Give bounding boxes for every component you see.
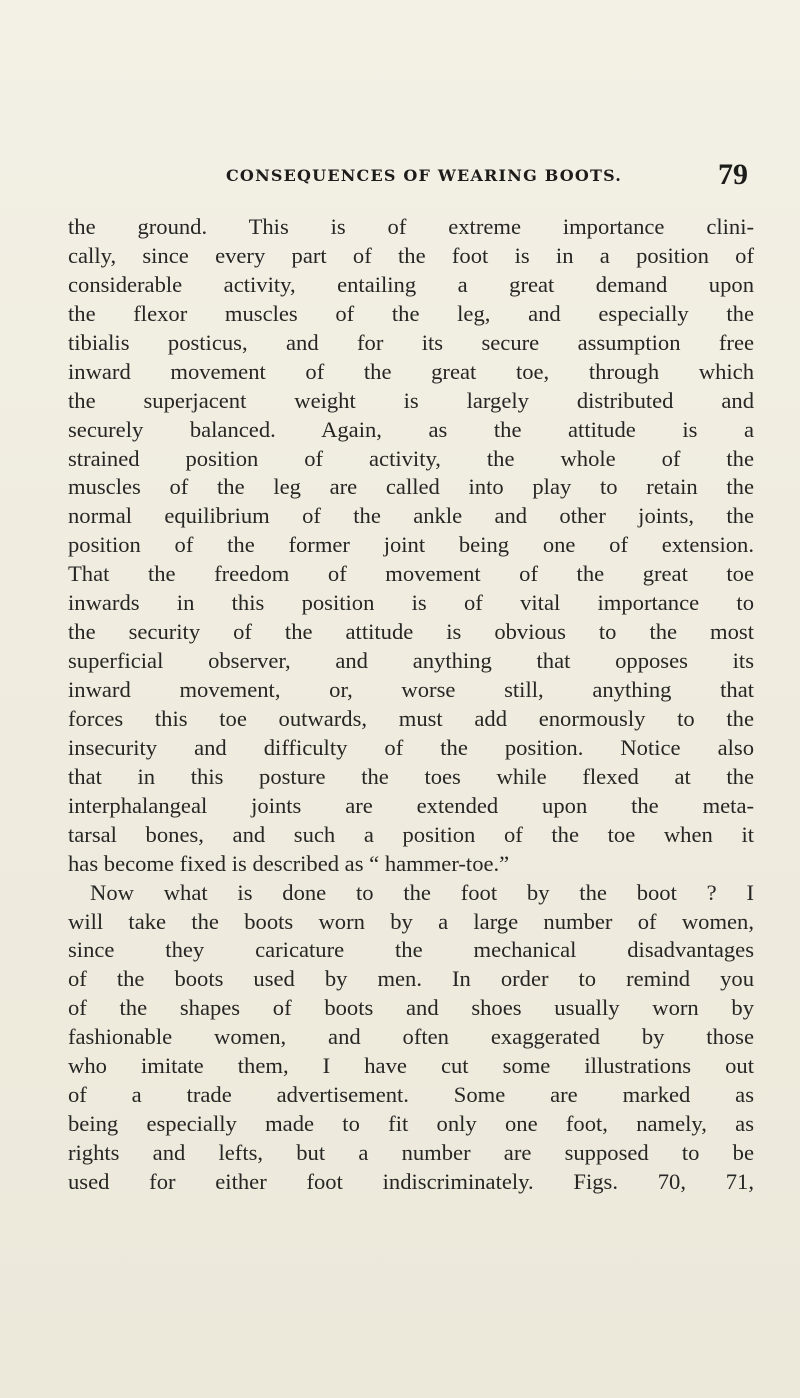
text-line: inward movement, or, worse still, anything that	[68, 677, 754, 702]
text-line: normal equilibrium of the ankle and other joints, the	[68, 503, 754, 529]
text-line: superficial observer, and anything that opposes its	[68, 648, 754, 674]
text-line: the flexor muscles of the leg, and especially the	[68, 300, 754, 326]
text-line: insecurity and difficulty of the position. Notice also	[68, 734, 754, 760]
text-line: that in this posture the toes while flexed at the	[68, 763, 754, 789]
text-line: strained position of activity, the whole of the	[68, 445, 754, 471]
text-line: fashionable women, and often exaggerated by those	[68, 1024, 754, 1050]
text-line: considerable activity, entailing a great demand upon	[68, 271, 754, 297]
text-line: tarsal bones, and such a position of the toe when it	[68, 821, 754, 847]
text-line: of the shapes of boots and shoes usually worn by	[68, 995, 754, 1021]
text-line: tibialis posticus, and for its secure assumption free	[68, 329, 754, 355]
text-line: That the freedom of movement of the great toe	[68, 561, 754, 587]
text-line: the ground. This is of extreme importance clini-	[68, 214, 754, 239]
text-line: cally, since every part of the foot is in a position of	[68, 242, 754, 268]
body-text	[68, 213, 754, 1197]
text-line: the security of the attitude is obvious to the most	[68, 619, 754, 645]
text-line: being especially made to fit only one foot, namely, as	[68, 1111, 754, 1137]
page-number: 79	[718, 158, 748, 191]
text-line: inwards in this position is of vital importance to	[68, 590, 754, 616]
text-line: who imitate them, I have cut some illustrations out	[68, 1053, 754, 1079]
text-line: of a trade advertisement. Some are marked as	[68, 1082, 754, 1108]
text-line: will take the boots worn by a large number of women,	[68, 908, 754, 934]
text-line: since they caricature the mechanical disadvantages	[68, 937, 754, 963]
text-line: Now what is done to the foot by the boot ? I	[90, 879, 754, 905]
running-title: CONSEQUENCES OF WEARING BOOTS.	[226, 166, 623, 185]
text-line: inward movement of the great toe, through which	[68, 358, 754, 384]
text-line: muscles of the leg are called into play to retain the	[68, 474, 754, 500]
text-line: position of the former joint being one of extension.	[68, 532, 754, 558]
text-line: forces this toe outwards, must add enormously to the	[68, 705, 754, 731]
text-line: rights and lefts, but a number are supposed to be	[68, 1140, 754, 1165]
text-line: used for either foot indiscriminately. Figs. 70, 71,	[68, 1168, 754, 1194]
text-line: securely balanced. Again, as the attitude is a	[68, 416, 754, 442]
text-line: has become fixed is described as “ hammer-toe.”	[68, 850, 510, 876]
text-line: of the boots used by men. In order to remind you	[68, 966, 754, 992]
text-line: the superjacent weight is largely distributed and	[68, 387, 754, 413]
page-header	[226, 158, 748, 200]
text-line: interphalangeal joints are extended upon the meta-	[68, 792, 754, 818]
